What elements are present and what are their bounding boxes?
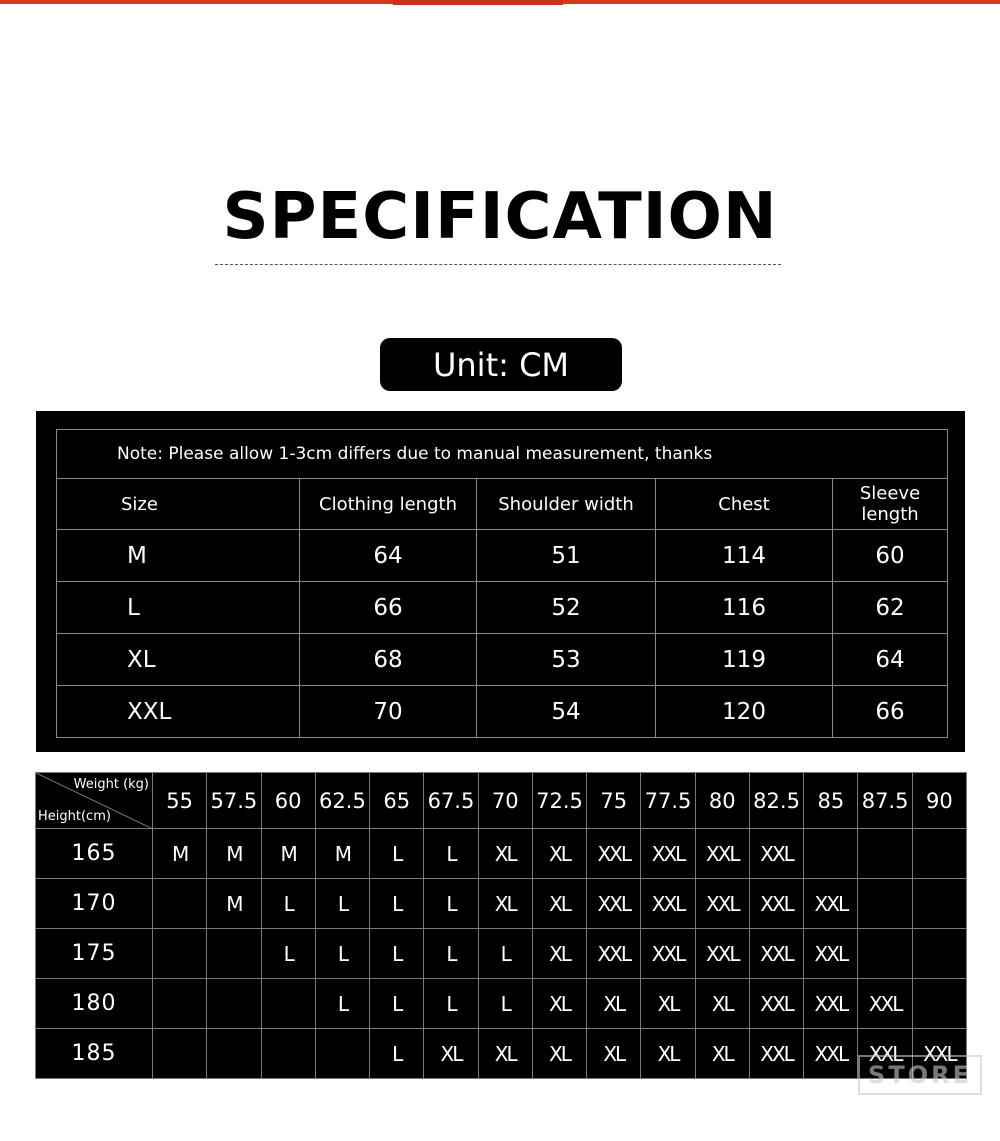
recommended-size-cell: M <box>153 829 207 879</box>
recommended-size-cell <box>858 879 912 929</box>
recommended-size-cell: XXL <box>804 979 858 1029</box>
weight-header-cell: 65 <box>370 773 424 829</box>
recommended-size-cell: XL <box>478 829 532 879</box>
shoulder-width-cell: 54 <box>477 686 656 738</box>
header-size: Size <box>57 479 300 530</box>
weight-header-cell: 77.5 <box>641 773 695 829</box>
recommended-size-cell: L <box>370 1029 424 1079</box>
recommended-size-cell: XXL <box>749 929 803 979</box>
recommended-size-cell: L <box>370 979 424 1029</box>
height-cell: 185 <box>36 1029 153 1079</box>
height-cell: 175 <box>36 929 153 979</box>
size-chart-table <box>56 429 948 738</box>
recommended-size-cell: L <box>315 879 369 929</box>
recommended-size-cell <box>153 929 207 979</box>
sleeve-length-cell: 66 <box>833 686 948 738</box>
size-cell: XXL <box>57 686 300 738</box>
shoulder-width-cell: 51 <box>477 530 656 582</box>
recommended-size-cell: XL <box>695 979 749 1029</box>
measurement-note: Note: Please allow 1-3cm differs due to manual measurement, thanks <box>57 430 948 479</box>
shoulder-width-cell: 52 <box>477 582 656 634</box>
fit-chart-corner <box>36 773 153 829</box>
recommended-size-cell: XXL <box>749 829 803 879</box>
recommended-size-cell: XL <box>532 1029 586 1079</box>
header-shoulder-width: Shoulder width <box>477 479 656 530</box>
recommended-size-cell: XL <box>641 979 695 1029</box>
size-cell: XL <box>57 634 300 686</box>
recommended-size-cell: M <box>315 829 369 879</box>
title-divider <box>215 264 781 265</box>
recommended-size-cell: XL <box>587 1029 641 1079</box>
recommended-size-cell: XXL <box>912 1029 966 1079</box>
recommended-size-cell <box>858 829 912 879</box>
recommended-size-cell: M <box>207 829 261 879</box>
recommended-size-cell <box>153 879 207 929</box>
weight-header-cell: 85 <box>804 773 858 829</box>
recommended-size-cell: L <box>370 929 424 979</box>
recommended-size-cell <box>207 979 261 1029</box>
fit-chart-panel <box>35 772 966 1078</box>
recommended-size-cell: XL <box>695 1029 749 1079</box>
store-watermark: STORE <box>858 1055 982 1095</box>
size-chart-panel <box>36 411 965 752</box>
fit-chart-header-row <box>36 773 967 829</box>
table-row <box>36 879 967 929</box>
size-cell: M <box>57 530 300 582</box>
recommended-size-cell <box>261 979 315 1029</box>
sleeve-length-cell: 60 <box>833 530 948 582</box>
recommended-size-cell: XXL <box>749 979 803 1029</box>
recommended-size-cell <box>153 1029 207 1079</box>
recommended-size-cell <box>315 1029 369 1079</box>
recommended-size-cell: L <box>315 929 369 979</box>
table-row <box>57 634 948 686</box>
weight-header-cell: 57.5 <box>207 773 261 829</box>
table-row <box>36 1029 967 1079</box>
recommended-size-cell: L <box>478 979 532 1029</box>
recommended-size-cell: XL <box>532 879 586 929</box>
weight-header-cell: 72.5 <box>532 773 586 829</box>
size-chart-header-row <box>57 479 948 530</box>
header-sleeve-length: Sleeve length <box>833 479 948 530</box>
recommended-size-cell: XXL <box>695 829 749 879</box>
height-cell: 165 <box>36 829 153 879</box>
chest-cell: 119 <box>656 634 833 686</box>
unit-badge: Unit: CM <box>380 338 622 391</box>
clothing-length-cell: 68 <box>300 634 477 686</box>
recommended-size-cell <box>207 929 261 979</box>
recommended-size-cell: XXL <box>804 1029 858 1079</box>
recommended-size-cell: XL <box>532 979 586 1029</box>
recommended-size-cell <box>912 929 966 979</box>
recommended-size-cell: L <box>315 979 369 1029</box>
recommended-size-cell: L <box>424 829 478 879</box>
weight-header-cell: 87.5 <box>858 773 912 829</box>
recommended-size-cell <box>912 979 966 1029</box>
recommended-size-cell: XL <box>587 979 641 1029</box>
recommended-size-cell: XXL <box>858 1029 912 1079</box>
recommended-size-cell: L <box>424 979 478 1029</box>
weight-header-cell: 80 <box>695 773 749 829</box>
weight-header-cell: 55 <box>153 773 207 829</box>
recommended-size-cell: XXL <box>587 929 641 979</box>
clothing-length-cell: 64 <box>300 530 477 582</box>
fit-chart-table <box>35 772 967 1079</box>
recommended-size-cell: XXL <box>587 879 641 929</box>
recommended-size-cell: M <box>207 879 261 929</box>
recommended-size-cell: XXL <box>749 879 803 929</box>
recommended-size-cell: XXL <box>695 879 749 929</box>
recommended-size-cell: L <box>478 929 532 979</box>
recommended-size-cell: XXL <box>641 929 695 979</box>
table-row <box>36 829 967 879</box>
recommended-size-cell: XL <box>478 1029 532 1079</box>
table-row <box>36 929 967 979</box>
recommended-size-cell: XXL <box>858 979 912 1029</box>
recommended-size-cell: M <box>261 829 315 879</box>
height-axis-label: Height(cm) <box>38 809 111 824</box>
recommended-size-cell: L <box>370 829 424 879</box>
recommended-size-cell: XL <box>532 929 586 979</box>
weight-header-cell: 67.5 <box>424 773 478 829</box>
recommended-size-cell: XXL <box>749 1029 803 1079</box>
recommended-size-cell: XXL <box>641 879 695 929</box>
table-row <box>57 686 948 738</box>
size-cell: L <box>57 582 300 634</box>
top-accent-highlight <box>393 0 563 5</box>
table-row <box>57 530 948 582</box>
clothing-length-cell: 66 <box>300 582 477 634</box>
recommended-size-cell: XXL <box>695 929 749 979</box>
weight-axis-label: Weight (kg) <box>73 777 149 792</box>
weight-header-cell: 82.5 <box>749 773 803 829</box>
recommended-size-cell: XL <box>424 1029 478 1079</box>
header-clothing-length: Clothing length <box>300 479 477 530</box>
chest-cell: 116 <box>656 582 833 634</box>
recommended-size-cell <box>153 979 207 1029</box>
shoulder-width-cell: 53 <box>477 634 656 686</box>
header-chest: Chest <box>656 479 833 530</box>
recommended-size-cell: L <box>424 929 478 979</box>
page-title: SPECIFICATION <box>222 180 778 254</box>
recommended-size-cell: XXL <box>804 929 858 979</box>
recommended-size-cell: XL <box>641 1029 695 1079</box>
sleeve-length-cell: 62 <box>833 582 948 634</box>
chest-cell: 114 <box>656 530 833 582</box>
weight-header-cell: 62.5 <box>315 773 369 829</box>
chest-cell: 120 <box>656 686 833 738</box>
recommended-size-cell: XXL <box>804 879 858 929</box>
recommended-size-cell: L <box>261 929 315 979</box>
recommended-size-cell: XL <box>532 829 586 879</box>
height-cell: 180 <box>36 979 153 1029</box>
recommended-size-cell: XXL <box>641 829 695 879</box>
recommended-size-cell: L <box>424 879 478 929</box>
recommended-size-cell <box>912 879 966 929</box>
weight-header-cell: 60 <box>261 773 315 829</box>
weight-header-cell: 75 <box>587 773 641 829</box>
table-row <box>57 582 948 634</box>
recommended-size-cell <box>261 1029 315 1079</box>
recommended-size-cell <box>858 929 912 979</box>
recommended-size-cell: L <box>261 879 315 929</box>
table-row <box>36 979 967 1029</box>
weight-header-cell: 70 <box>478 773 532 829</box>
clothing-length-cell: 70 <box>300 686 477 738</box>
height-cell: 170 <box>36 879 153 929</box>
recommended-size-cell: XL <box>478 879 532 929</box>
recommended-size-cell <box>207 1029 261 1079</box>
recommended-size-cell: XXL <box>587 829 641 879</box>
recommended-size-cell: L <box>370 879 424 929</box>
recommended-size-cell <box>804 829 858 879</box>
recommended-size-cell <box>912 829 966 879</box>
sleeve-length-cell: 64 <box>833 634 948 686</box>
weight-header-cell: 90 <box>912 773 966 829</box>
